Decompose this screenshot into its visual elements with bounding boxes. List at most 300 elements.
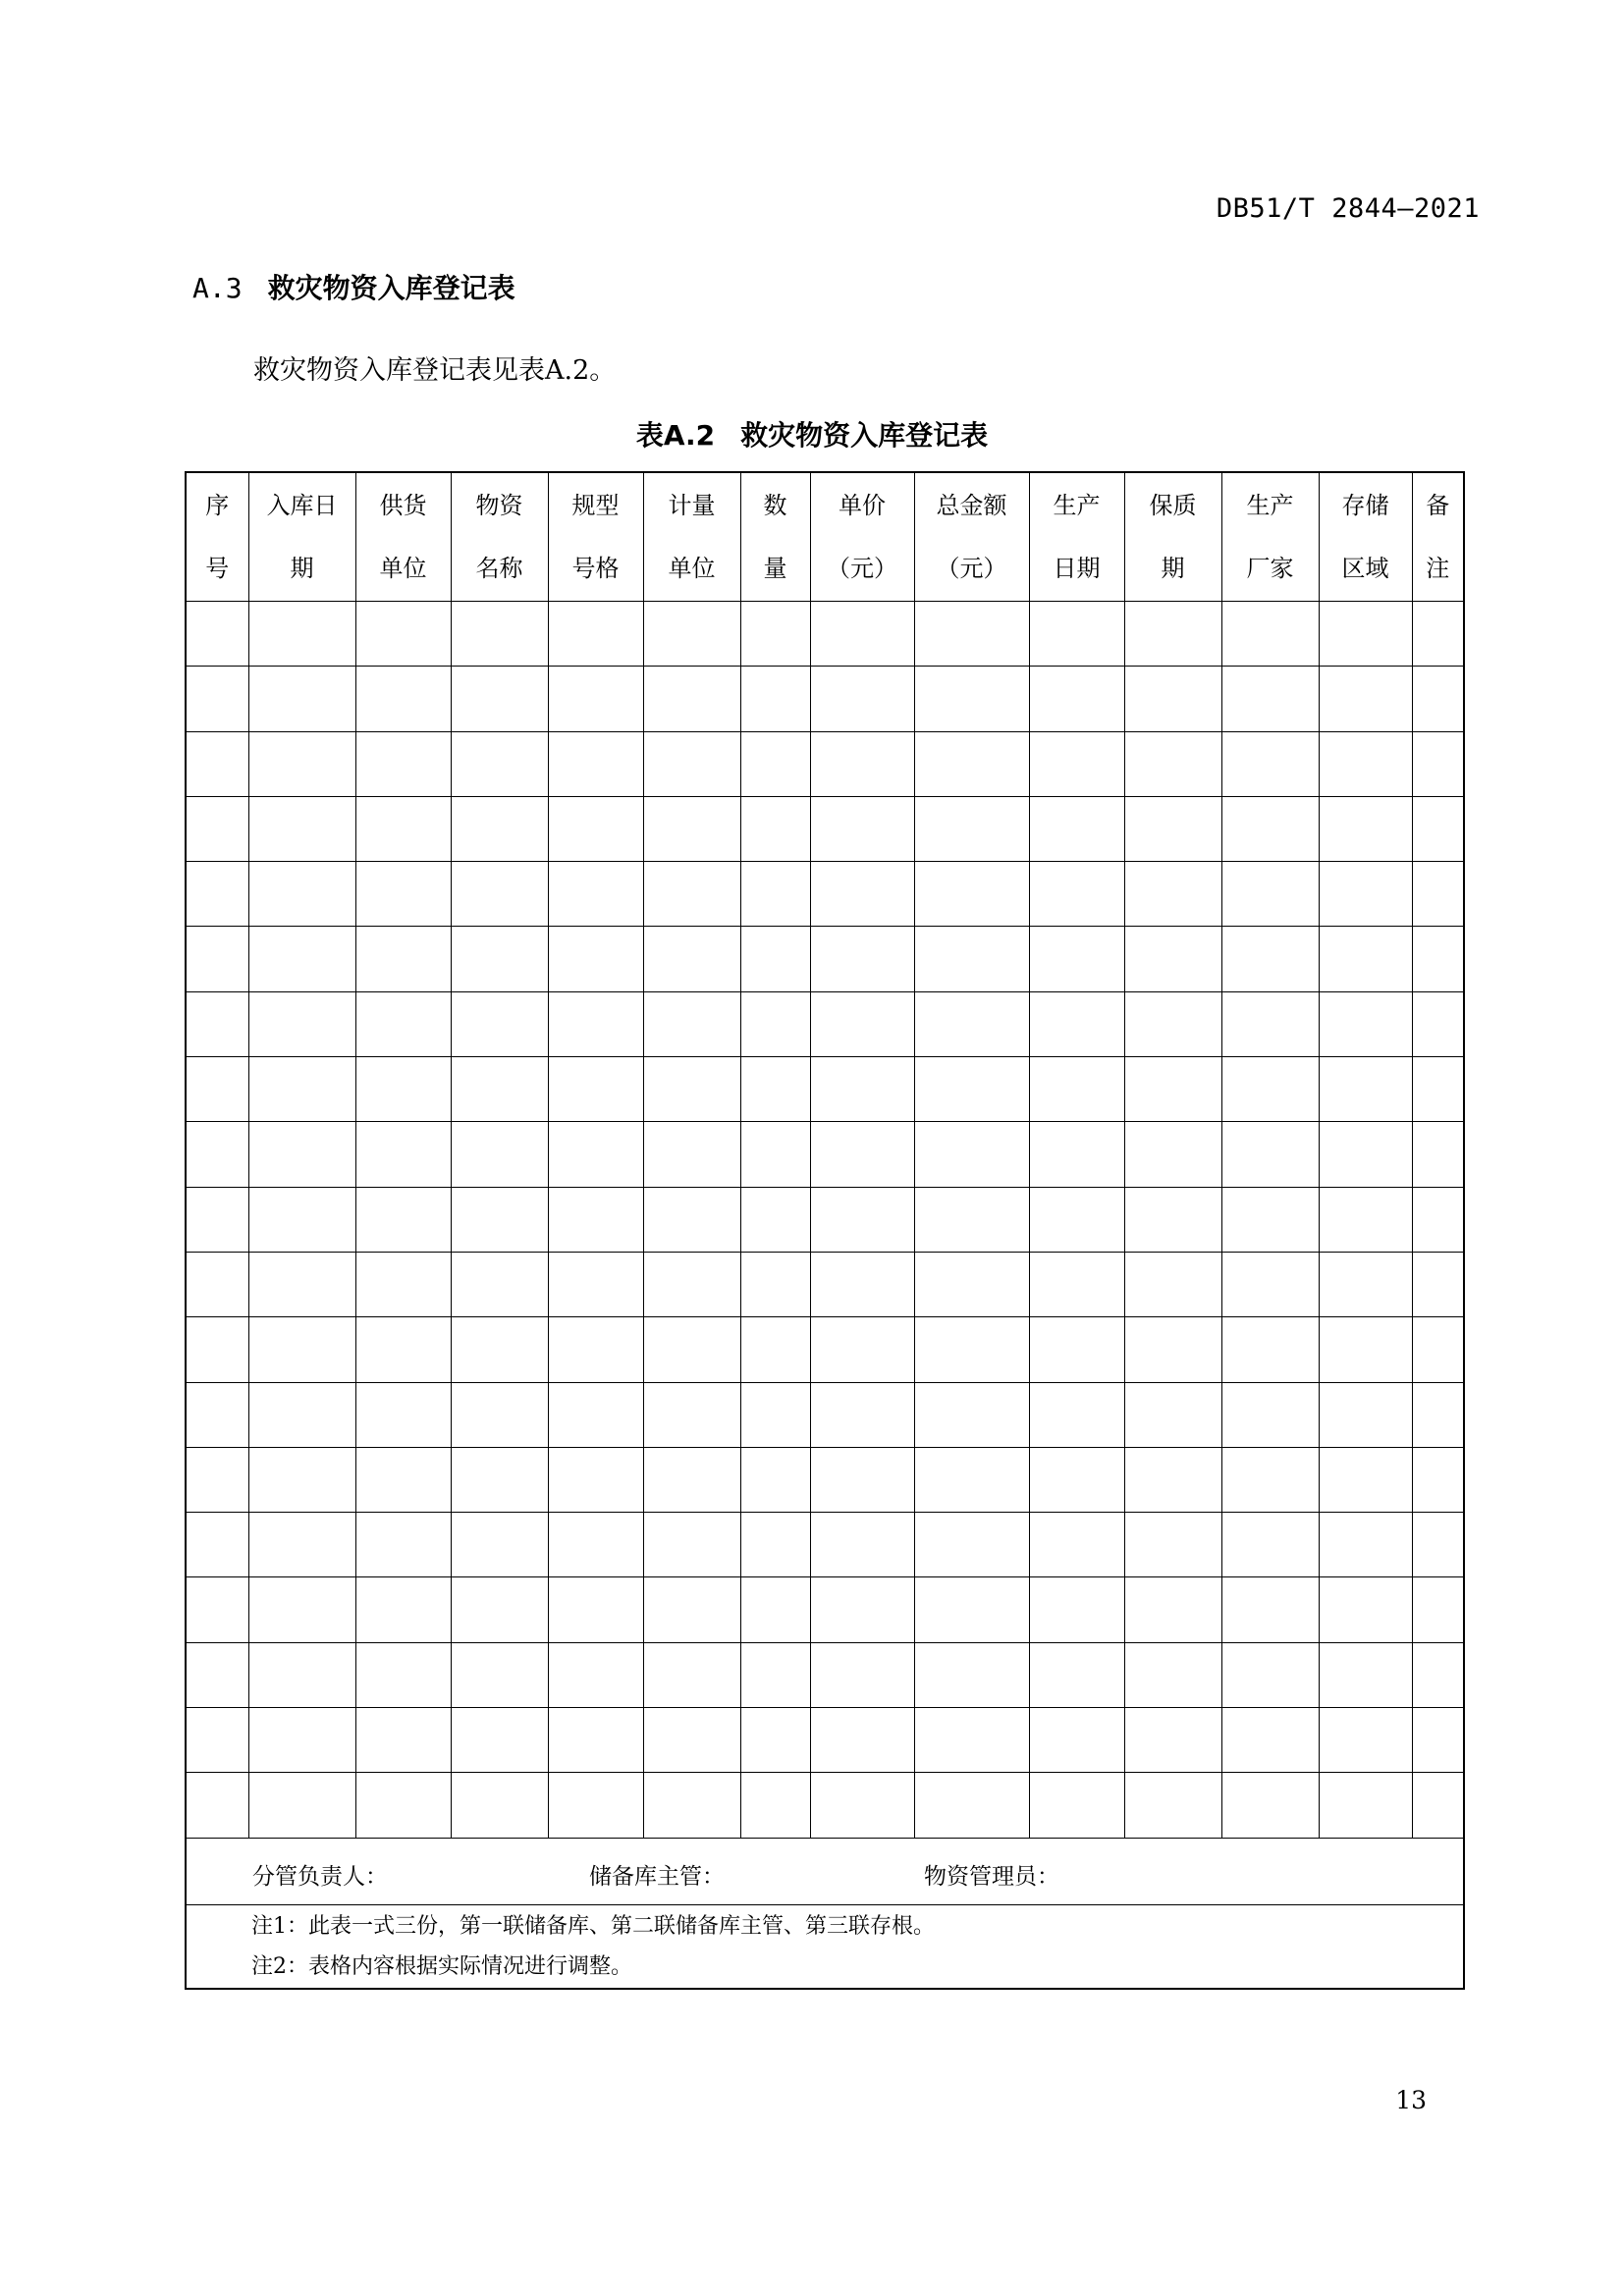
table-cell[interactable]: [740, 796, 810, 861]
table-cell[interactable]: [355, 1447, 451, 1512]
table-cell[interactable]: [740, 667, 810, 731]
table-cell[interactable]: [643, 1773, 740, 1838]
table-cell[interactable]: [643, 667, 740, 731]
column-header-line: （元）: [827, 555, 897, 582]
table-row: [186, 1773, 1464, 1838]
table-cell[interactable]: [643, 1577, 740, 1642]
table-cell[interactable]: [186, 1187, 248, 1252]
table-cell[interactable]: [643, 1642, 740, 1707]
table-cell[interactable]: [548, 796, 643, 861]
table-cell[interactable]: [643, 796, 740, 861]
table-cell[interactable]: [1319, 1187, 1412, 1252]
table-cell[interactable]: [548, 1057, 643, 1122]
table-cell[interactable]: [643, 1122, 740, 1187]
table-cell[interactable]: [548, 602, 643, 667]
table-cell[interactable]: [1412, 1577, 1464, 1642]
table-cell[interactable]: [1124, 1252, 1221, 1316]
depot-manager-signature[interactable]: 储备库主管：: [589, 1863, 725, 1890]
table-cell[interactable]: [643, 862, 740, 927]
table-cell[interactable]: [740, 862, 810, 927]
table-cell[interactable]: [451, 1513, 548, 1577]
table-cell[interactable]: [1029, 1382, 1124, 1447]
table-cell[interactable]: [451, 1057, 548, 1122]
table-cell[interactable]: [1221, 991, 1319, 1056]
table-cell[interactable]: [914, 1513, 1029, 1577]
table-row: [186, 1642, 1464, 1707]
page-number: 13: [1395, 2086, 1427, 2114]
table-cell[interactable]: [451, 731, 548, 796]
table-cell[interactable]: [451, 796, 548, 861]
table-cell[interactable]: [1221, 927, 1319, 991]
table-cell[interactable]: [451, 1642, 548, 1707]
table-cell[interactable]: [355, 927, 451, 991]
table-cell[interactable]: [548, 1382, 643, 1447]
standard-code: DB51/T 2844—2021: [1216, 193, 1480, 224]
table-cell[interactable]: [1412, 1317, 1464, 1382]
table-cell[interactable]: [1319, 796, 1412, 861]
table-cell[interactable]: [548, 667, 643, 731]
table-cell[interactable]: [810, 1187, 914, 1252]
table-cell[interactable]: [1124, 1577, 1221, 1642]
column-header-line: 号格: [571, 555, 620, 582]
table-cell[interactable]: [740, 731, 810, 796]
table-cell[interactable]: [1029, 1513, 1124, 1577]
table-cell[interactable]: [1319, 1382, 1412, 1447]
table-cell[interactable]: [914, 1773, 1029, 1838]
table-cell[interactable]: [1221, 1642, 1319, 1707]
table-cell[interactable]: [810, 862, 914, 927]
table-cell[interactable]: [1221, 1252, 1319, 1316]
table-cell[interactable]: [355, 1122, 451, 1187]
table-cell[interactable]: [248, 991, 355, 1056]
table-cell[interactable]: [1319, 1057, 1412, 1122]
table-cell[interactable]: [740, 1447, 810, 1512]
table-cell[interactable]: [643, 1187, 740, 1252]
table-cell[interactable]: [1412, 1122, 1464, 1187]
table-cell[interactable]: [740, 1773, 810, 1838]
table-cell[interactable]: [1124, 602, 1221, 667]
table-cell[interactable]: [810, 1577, 914, 1642]
notes-cell: [186, 1904, 1464, 1989]
table-cell[interactable]: [1221, 667, 1319, 731]
table-cell[interactable]: [1412, 731, 1464, 796]
table-cell[interactable]: [810, 1642, 914, 1707]
table-cell[interactable]: [740, 1708, 810, 1773]
table-cell[interactable]: [740, 1122, 810, 1187]
table-cell[interactable]: [548, 731, 643, 796]
table-cell[interactable]: [914, 1317, 1029, 1382]
table-cell[interactable]: [548, 1773, 643, 1838]
table-cell[interactable]: [1319, 731, 1412, 796]
table-cell[interactable]: [914, 1577, 1029, 1642]
table-cell[interactable]: [1412, 796, 1464, 861]
table-cell[interactable]: [1221, 1577, 1319, 1642]
table-cell[interactable]: [914, 602, 1029, 667]
column-header-line: 供货: [379, 492, 427, 519]
table-cell[interactable]: [810, 1447, 914, 1512]
table-cell[interactable]: [810, 927, 914, 991]
table-cell[interactable]: [451, 1382, 548, 1447]
signature-row: [186, 1838, 1464, 1904]
table-cell[interactable]: [248, 796, 355, 861]
table-cell[interactable]: [548, 1642, 643, 1707]
table-row: [186, 1382, 1464, 1447]
table-cell[interactable]: [1319, 1447, 1412, 1512]
column-header: [1124, 472, 1221, 602]
column-header-line: （元）: [936, 555, 1007, 582]
table-cell[interactable]: [355, 796, 451, 861]
table-cell[interactable]: [1029, 731, 1124, 796]
table-cell[interactable]: [1124, 667, 1221, 731]
column-header-line: 名称: [475, 555, 523, 582]
column-header: [1221, 472, 1319, 602]
table-cell[interactable]: [643, 602, 740, 667]
table-cell[interactable]: [1412, 1447, 1464, 1512]
column-header-line: 序: [205, 492, 230, 519]
table-cell[interactable]: [186, 862, 248, 927]
table-cell[interactable]: [355, 1642, 451, 1707]
table-cell[interactable]: [914, 991, 1029, 1056]
table-cell[interactable]: [355, 602, 451, 667]
table-cell[interactable]: [643, 1447, 740, 1512]
table-cell[interactable]: [1029, 667, 1124, 731]
column-header: [548, 472, 643, 602]
table-cell[interactable]: [740, 991, 810, 1056]
table-cell[interactable]: [810, 667, 914, 731]
table-cell[interactable]: [248, 1317, 355, 1382]
table-cell[interactable]: [1124, 862, 1221, 927]
table-cell[interactable]: [186, 796, 248, 861]
table-cell[interactable]: [248, 731, 355, 796]
table-cell[interactable]: [548, 1252, 643, 1316]
table-cell[interactable]: [355, 1317, 451, 1382]
table-cell[interactable]: [186, 602, 248, 667]
table-row: [186, 927, 1464, 991]
table-cell[interactable]: [643, 1317, 740, 1382]
table-cell[interactable]: [1319, 602, 1412, 667]
table-cell[interactable]: [643, 991, 740, 1056]
table-cell[interactable]: [1124, 1122, 1221, 1187]
table-cell[interactable]: [810, 731, 914, 796]
table-cell[interactable]: [1319, 1773, 1412, 1838]
table-cell[interactable]: [1221, 1382, 1319, 1447]
table-cell[interactable]: [1221, 1513, 1319, 1577]
table-cell[interactable]: [1124, 1513, 1221, 1577]
table-cell[interactable]: [1029, 927, 1124, 991]
table-cell[interactable]: [1124, 1447, 1221, 1512]
table-cell[interactable]: [1319, 1122, 1412, 1187]
table-cell[interactable]: [186, 927, 248, 991]
table-cell[interactable]: [451, 1447, 548, 1512]
table-cell[interactable]: [248, 1057, 355, 1122]
table-cell[interactable]: [451, 862, 548, 927]
table-cell[interactable]: [248, 1252, 355, 1316]
table-cell[interactable]: [914, 1447, 1029, 1512]
table-cell[interactable]: [548, 927, 643, 991]
table-cell[interactable]: [810, 1252, 914, 1316]
table-cell[interactable]: [186, 1773, 248, 1838]
table-cell[interactable]: [355, 1057, 451, 1122]
table-cell[interactable]: [914, 1057, 1029, 1122]
table-cell[interactable]: [1124, 1317, 1221, 1382]
table-cell[interactable]: [643, 731, 740, 796]
table-cell[interactable]: [1412, 1057, 1464, 1122]
table-cell[interactable]: [548, 1577, 643, 1642]
table-cell[interactable]: [810, 1122, 914, 1187]
table-row: [186, 667, 1464, 731]
column-header-line: 生产: [1246, 492, 1294, 519]
table-cell[interactable]: [248, 862, 355, 927]
table-cell[interactable]: [1124, 1187, 1221, 1252]
table-cell[interactable]: [548, 1513, 643, 1577]
table-cell[interactable]: [1124, 731, 1221, 796]
table-cell[interactable]: [548, 1447, 643, 1512]
table-cell[interactable]: [914, 731, 1029, 796]
table-cell[interactable]: [643, 927, 740, 991]
table-cell[interactable]: [451, 991, 548, 1056]
table-cell[interactable]: [1319, 1513, 1412, 1577]
table-cell[interactable]: [1319, 927, 1412, 991]
table-cell[interactable]: [548, 862, 643, 927]
table-cell[interactable]: [1029, 796, 1124, 861]
table-cell[interactable]: [1029, 1057, 1124, 1122]
table-cell[interactable]: [1029, 1122, 1124, 1187]
table-caption: [0, 414, 1624, 454]
table-cell[interactable]: [914, 667, 1029, 731]
table-cell[interactable]: [1221, 1708, 1319, 1773]
table-cell[interactable]: [643, 1057, 740, 1122]
table-cell[interactable]: [1319, 1252, 1412, 1316]
table-cell[interactable]: [914, 1642, 1029, 1707]
table-cell[interactable]: [914, 1382, 1029, 1447]
table-cell[interactable]: [451, 602, 548, 667]
table-cell[interactable]: [1319, 1577, 1412, 1642]
table-cell[interactable]: [1412, 862, 1464, 927]
table-cell[interactable]: [740, 1513, 810, 1577]
table-cell[interactable]: [186, 1447, 248, 1512]
table-cell[interactable]: [1412, 1642, 1464, 1707]
table-cell[interactable]: [1412, 1773, 1464, 1838]
table-cell[interactable]: [248, 667, 355, 731]
table-cell[interactable]: [810, 1773, 914, 1838]
table-cell[interactable]: [1124, 1708, 1221, 1773]
table-cell[interactable]: [1221, 602, 1319, 667]
table-cell[interactable]: [1412, 1252, 1464, 1316]
materials-admin-signature[interactable]: 物资管理员：: [924, 1863, 1059, 1890]
table-cell[interactable]: [740, 927, 810, 991]
table-cell[interactable]: [451, 1187, 548, 1252]
table-cell[interactable]: [1319, 667, 1412, 731]
table-cell[interactable]: [740, 1187, 810, 1252]
table-cell[interactable]: [1319, 1708, 1412, 1773]
table-cell[interactable]: [810, 991, 914, 1056]
table-cell[interactable]: [1029, 1252, 1124, 1316]
table-cell[interactable]: [355, 667, 451, 731]
table-cell[interactable]: [248, 1382, 355, 1447]
table-cell[interactable]: [248, 1773, 355, 1838]
table-cell[interactable]: [1124, 927, 1221, 991]
table-cell[interactable]: [810, 796, 914, 861]
table-cell[interactable]: [810, 1317, 914, 1382]
table-cell[interactable]: [355, 991, 451, 1056]
table-cell[interactable]: [186, 1252, 248, 1316]
table-cell[interactable]: [1221, 1122, 1319, 1187]
column-header-line: 生产: [1053, 492, 1101, 519]
table-cell[interactable]: [248, 1187, 355, 1252]
table-cell[interactable]: [186, 731, 248, 796]
table-cell[interactable]: [1124, 1057, 1221, 1122]
table-cell[interactable]: [1319, 991, 1412, 1056]
table-cell[interactable]: [1221, 1447, 1319, 1512]
table-cell[interactable]: [355, 1252, 451, 1316]
column-header-line: 区域: [1341, 555, 1389, 582]
table-cell[interactable]: [643, 1382, 740, 1447]
table-cell[interactable]: [810, 1382, 914, 1447]
table-cell[interactable]: [1029, 1708, 1124, 1773]
table-cell[interactable]: [740, 602, 810, 667]
table-cell[interactable]: [355, 1577, 451, 1642]
table-cell[interactable]: [355, 1708, 451, 1773]
table-cell[interactable]: [548, 1708, 643, 1773]
table-cell[interactable]: [451, 667, 548, 731]
table-cell[interactable]: [1221, 796, 1319, 861]
table-cell[interactable]: [248, 1447, 355, 1512]
table-cell[interactable]: [548, 1317, 643, 1382]
table-cell[interactable]: [1029, 1187, 1124, 1252]
section-number: A.3: [192, 272, 243, 304]
table-cell[interactable]: [810, 1513, 914, 1577]
table-cell[interactable]: [186, 1122, 248, 1187]
table-cell[interactable]: [1124, 1773, 1221, 1838]
table-cell[interactable]: [548, 1187, 643, 1252]
table-cell[interactable]: [248, 602, 355, 667]
table-cell[interactable]: [643, 1513, 740, 1577]
table-cell[interactable]: [740, 1252, 810, 1316]
table-cell[interactable]: [1221, 1187, 1319, 1252]
table-cell[interactable]: [451, 1317, 548, 1382]
table-cell[interactable]: [1319, 1317, 1412, 1382]
table-cell[interactable]: [186, 991, 248, 1056]
table-cell[interactable]: [1221, 862, 1319, 927]
table-cell[interactable]: [914, 927, 1029, 991]
table-cell[interactable]: [1319, 1642, 1412, 1707]
table-cell[interactable]: [186, 1317, 248, 1382]
table-cell[interactable]: [1412, 927, 1464, 991]
column-header-line: 厂家: [1246, 555, 1294, 582]
table-cell[interactable]: [1412, 1513, 1464, 1577]
table-cell[interactable]: [1412, 1708, 1464, 1773]
table-cell[interactable]: [740, 1057, 810, 1122]
table-cell[interactable]: [1029, 602, 1124, 667]
table-cell[interactable]: [643, 1708, 740, 1773]
table-cell[interactable]: [451, 1577, 548, 1642]
table-cell[interactable]: [355, 862, 451, 927]
table-cell[interactable]: [1412, 602, 1464, 667]
table-cell[interactable]: [548, 1122, 643, 1187]
column-header: [740, 472, 810, 602]
table-cell[interactable]: [1221, 731, 1319, 796]
table-cell[interactable]: [1221, 1057, 1319, 1122]
table-cell[interactable]: [1124, 1382, 1221, 1447]
table-cell[interactable]: [1029, 1447, 1124, 1512]
table-cell[interactable]: [1029, 1317, 1124, 1382]
table-cell[interactable]: [1029, 1773, 1124, 1838]
table-cell[interactable]: [1412, 667, 1464, 731]
table-cell[interactable]: [355, 731, 451, 796]
table-cell[interactable]: [355, 1187, 451, 1252]
section-heading: [192, 267, 515, 306]
table-cell[interactable]: [248, 1642, 355, 1707]
table-cell[interactable]: [914, 1187, 1029, 1252]
table-cell[interactable]: [1029, 991, 1124, 1056]
table-cell[interactable]: [451, 1252, 548, 1316]
table-cell[interactable]: [186, 667, 248, 731]
table-row: [186, 1187, 1464, 1252]
table-cell[interactable]: [248, 1513, 355, 1577]
table-cell[interactable]: [643, 1252, 740, 1316]
table-cell[interactable]: [355, 1513, 451, 1577]
table-cell[interactable]: [451, 927, 548, 991]
table-cell[interactable]: [1412, 991, 1464, 1056]
table-cell[interactable]: [186, 1057, 248, 1122]
table-cell[interactable]: [248, 1708, 355, 1773]
table-cell[interactable]: [451, 1708, 548, 1773]
table-cell[interactable]: [451, 1122, 548, 1187]
table-cell[interactable]: [248, 927, 355, 991]
table-cell[interactable]: [186, 1708, 248, 1773]
table-cell[interactable]: [1029, 862, 1124, 927]
table-note: 注1：此表一式三份，第一联储备库、第二联储备库主管、第三联存根。: [251, 1913, 935, 1939]
table-cell[interactable]: [451, 1773, 548, 1838]
table-cell[interactable]: [248, 1577, 355, 1642]
table-cell[interactable]: [914, 1122, 1029, 1187]
table-cell[interactable]: [1124, 1642, 1221, 1707]
table-cell[interactable]: [186, 1642, 248, 1707]
table-cell[interactable]: [914, 1252, 1029, 1316]
table-cell[interactable]: [914, 1708, 1029, 1773]
table-cell[interactable]: [186, 1577, 248, 1642]
table-cell[interactable]: [1412, 1382, 1464, 1447]
table-cell[interactable]: [355, 1773, 451, 1838]
table-cell[interactable]: [914, 796, 1029, 861]
table-cell[interactable]: [914, 862, 1029, 927]
table-cell[interactable]: [1319, 862, 1412, 927]
table-cell[interactable]: [248, 1122, 355, 1187]
table-cell[interactable]: [740, 1382, 810, 1447]
table-cell[interactable]: [355, 1382, 451, 1447]
table-cell[interactable]: [1029, 1642, 1124, 1707]
table-cell[interactable]: [548, 991, 643, 1056]
table-row: [186, 1513, 1464, 1577]
table-cell[interactable]: [1124, 796, 1221, 861]
table-cell[interactable]: [810, 602, 914, 667]
table-cell[interactable]: [1221, 1773, 1319, 1838]
table-cell[interactable]: [1412, 1187, 1464, 1252]
table-cell[interactable]: [740, 1317, 810, 1382]
table-cell[interactable]: [186, 1513, 248, 1577]
table-cell[interactable]: [740, 1642, 810, 1707]
column-header-line: 数: [763, 492, 787, 519]
table-cell[interactable]: [186, 1382, 248, 1447]
section-title: 救灾物资入库登记表: [267, 272, 515, 304]
table-cell[interactable]: [740, 1577, 810, 1642]
table-cell[interactable]: [1124, 991, 1221, 1056]
table-cell[interactable]: [810, 1708, 914, 1773]
table-cell[interactable]: [1221, 1317, 1319, 1382]
table-cell[interactable]: [1029, 1577, 1124, 1642]
supervisor-signature[interactable]: 分管负责人：: [252, 1863, 388, 1890]
table-cell[interactable]: [810, 1057, 914, 1122]
